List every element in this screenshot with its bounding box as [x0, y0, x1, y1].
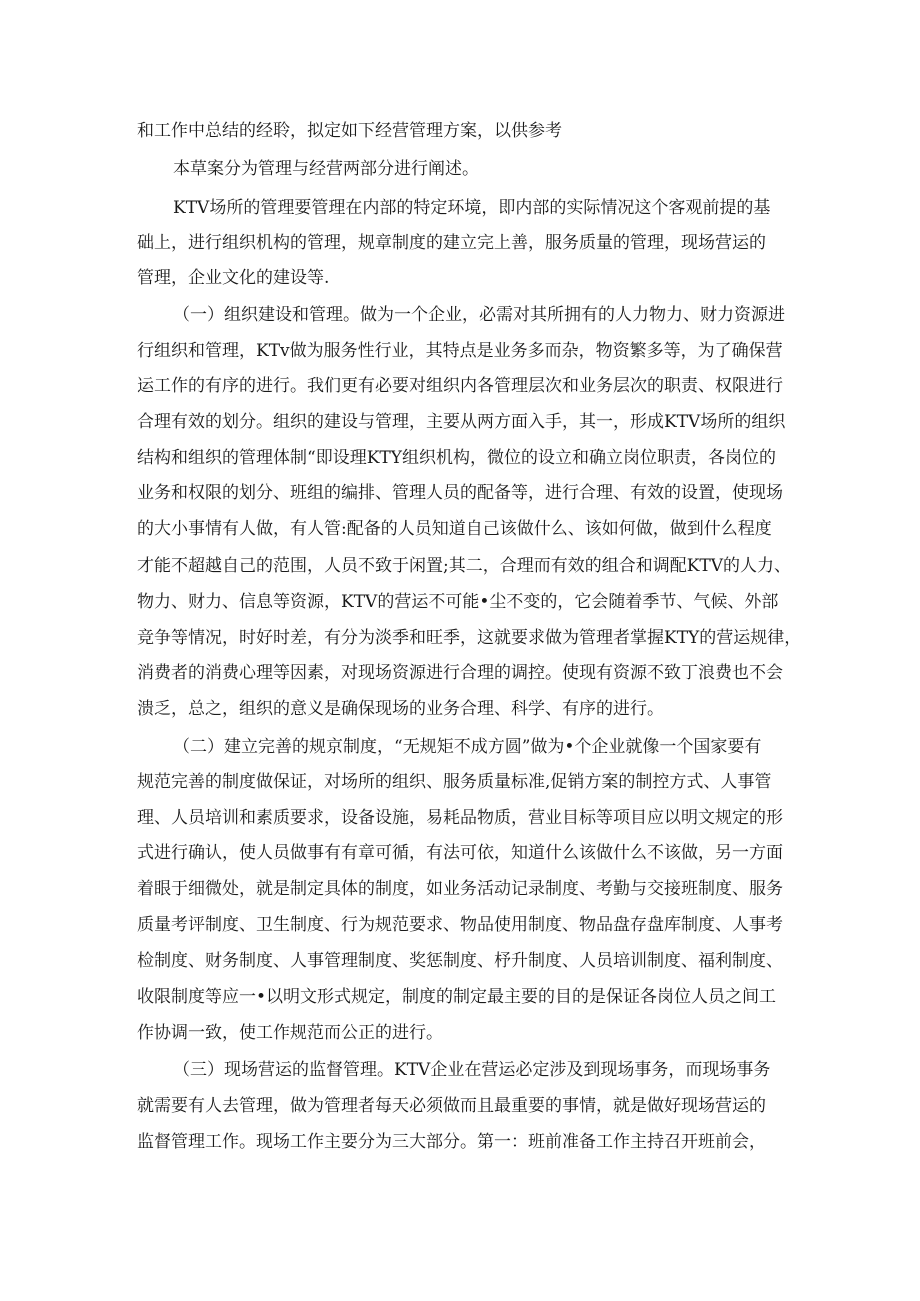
text-line: 结构和组织的管理体制“即设理KTY组织机构，微位的设立和确立岗位职责，各岗位的	[137, 448, 776, 468]
text-line: 运工作的有序的进行。我们更有必要对组织内各管理层次和业务层次的职责、权限进行	[137, 376, 783, 396]
text-line: 竞争等情况，时好时差，有分为淡季和旺季，这就要求做为管理者掌握KTY的营运规律，	[137, 628, 802, 648]
text-line: 质量考评制度、卫生制度、行为规范要求、物品使用制度、物品盘存盘库制度、人事考	[137, 915, 783, 935]
text-line: 作协调一致，使工作规范而公正的进行。	[137, 1023, 443, 1043]
text-line: 就需要有人去管理，做为管理者每天必须做而且最重要的事情，就是做好现场营运的	[137, 1096, 766, 1116]
text-line: 和工作中总结的经聆，拟定如下经营管理方案，以供参考	[137, 121, 562, 141]
text-line: 才能不超越自己的范围，人员不致于闲置;其二，合理而有效的组合和调配KTV的人力、	[137, 556, 792, 576]
text-line: 溃乏，总之，组织的意义是确保现场的业务合理、科学、有序的进行。	[137, 699, 664, 719]
text-line: 式进行确认，使人员做事有有章可循，有法可依，知道什么该做什么不该做，另一方面	[137, 843, 783, 863]
text-line: 的大小事情有人做，有人管:配备的人员知道自己该做什么、该如何做，做到什么程度	[137, 519, 772, 539]
text-line: 合理有效的划分。组织的建设与管理，主要从两方面入手，其一，形成KTV场所的组织	[137, 412, 786, 432]
text-line: （一）组织建设和管理。做为一个企业，必需对其所拥有的人力物力、财力资源进	[173, 305, 785, 325]
text-line: 理、人员培训和素质要求，设备设施，易耗品物质，营业目标等项目应以明文规定的形	[137, 808, 783, 828]
text-line: （三）现场营运的监督管理。KTV企业在营运必定涉及到现场事务，而现场事务	[173, 1060, 771, 1080]
text-line: 本草案分为管理与经营两部分进行阐述。	[173, 159, 479, 179]
text-line: 规范完善的制度做保证，对场所的组织、服务质量标准,促销方案的制控方式、人事管	[137, 772, 772, 792]
text-line: 物力、财力、信息等资源，KTV的营运不可能•尘不变的，它会随着季节、气候、外部	[137, 592, 779, 612]
text-line: 业务和权限的划分、班组的编排、管理人员的配备等，进行合理、有效的设置，使现场	[137, 483, 783, 503]
text-line: 消费者的消费心理等因素，对现场资源进行合理的调控。使现有资源不致丁浪费也不会	[137, 663, 783, 683]
text-line: 管理，企业文化的建设等.	[137, 268, 330, 288]
text-line: 行组织和管理，KTv做为服务性行业，其特点是业务多而杂，物资繁多等，为了确保营	[137, 341, 783, 361]
text-line: 础上，进行组织机构的管理，规章制度的建立完上善，服务质量的管理，现场营运的	[137, 233, 766, 253]
text-line: （二）建立完善的规京制度，“无规矩不成方圆”做为•个企业就像一个国家要有	[173, 737, 762, 757]
text-line: KTV场所的管理要管理在内部的特定环境，即内部的实际情况这个客观前提的基	[173, 198, 771, 218]
text-line: 着眼于细微处，就是制定具体的制度，如业务活动记录制度、考勤与交接班制度、服务	[137, 879, 783, 899]
text-line: 收限制度等应一•以明文形式规定，制度的制定最主要的目的是保证各岗位人员之间工	[137, 987, 777, 1007]
text-line: 检制度、财务制度、人事管理制度、奖惩制度、杼升制度、人员培训制度、福利制度、	[137, 951, 783, 971]
text-line: 监督管理工作。现场工作主要分为三大部分。第一：班前准备工作主持召开班前会，	[137, 1132, 766, 1152]
